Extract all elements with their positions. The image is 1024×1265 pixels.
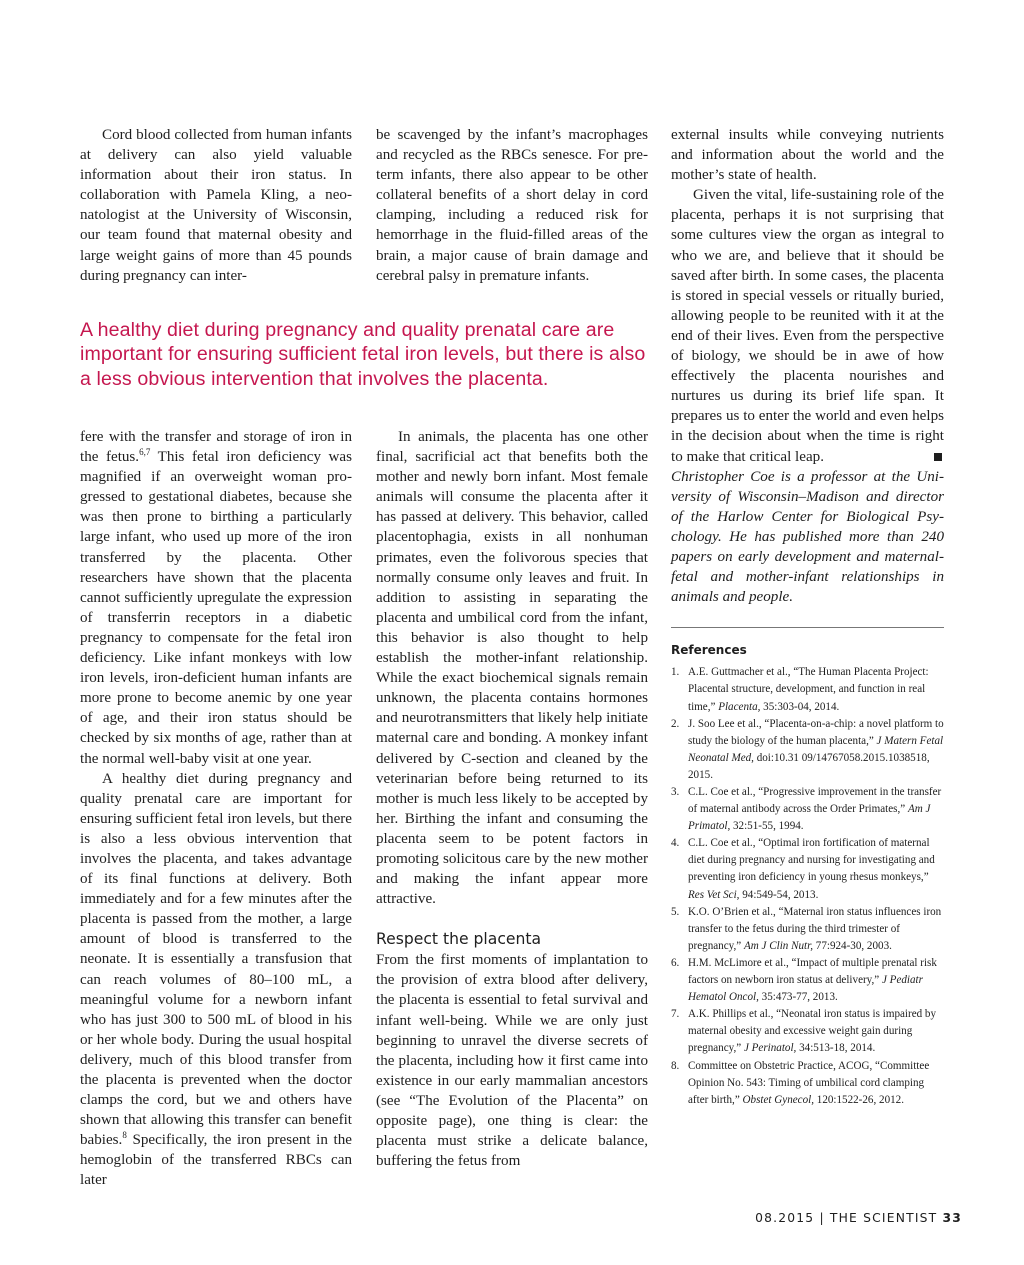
column-1-bottom	[80, 427, 352, 1191]
column-3	[671, 125, 944, 1109]
reference-citation: 34:513-18, 2014.	[796, 1042, 876, 1055]
paragraph	[80, 769, 352, 1191]
reference-citation: 94:549-54, 2013.	[739, 888, 819, 901]
reference-citation: 77:924-30, 2003.	[813, 939, 892, 952]
reference-number: 3.	[671, 786, 680, 798]
reference-journal: Placenta,	[718, 700, 761, 713]
footer-issue: 08.2015 | THE SCIENTIST	[755, 1211, 943, 1225]
reference-citation: 32:51-55, 1994.	[730, 820, 804, 833]
page-footer	[755, 1211, 962, 1225]
reference-number: 8.	[671, 1059, 680, 1072]
reference-citation: 120:1522-26, 2012.	[814, 1093, 904, 1106]
references-heading: References	[671, 643, 747, 658]
reference-text: Committee on Obstetric Practice, ACOG, “Committee Opinion No. 543: Timing of umbilical cord clamping after birth,”	[688, 1059, 930, 1106]
reference-number: 6.	[671, 956, 680, 969]
reference-text: H.M. McLimore et al., “Impact of multiple prenatal risk factors on newborn iron status at delivery,”	[688, 956, 937, 987]
reference-journal: Am J Clin Nutr,	[743, 939, 813, 952]
reference-number: 5.	[671, 905, 680, 918]
reference-text: A.E. Guttmacher et al., “The Human Placenta Project: Placental structure, development, and function in real time,”	[688, 666, 929, 713]
paragraph: be scavenged by the infant’s macrophages and recycled as the RBCs senesce. For preterm infants, there also appear to be other collateral benefits of a short delay in cord clamping, including a reduced risk for hemorrhage in the fluid-filled areas of the brain, a major cause of brain damage and cerebral palsy in premature infants.	[376, 127, 648, 284]
reference-item	[671, 716, 944, 784]
reference-number: 2.	[671, 717, 680, 730]
reference-journal: Obstet Gynecol,	[742, 1093, 814, 1106]
text-run: Given the vital, life-sustaining role of the placenta, perhaps it is not surprising that some cultures view the organ as integral to who we are, and believe that it should be saved after birth. In some cases, the placenta is stored in special vessels or ritually buried, allowing people to be reunited with it at the end of their lives. Even from the perspective of biology, we should be in awe of how effectively the placenta nourishes and nurtures us during its brief life span. It prepares us to enter the world and even helps in the decision about when the time is right to make that critical leap.	[671, 187, 944, 465]
reference-number: 1.	[671, 666, 680, 679]
paragraph: external insults while conveying nutrients and information about the world and the mother’s state of health.	[671, 127, 944, 184]
reference-item	[671, 904, 944, 955]
references-list	[671, 664, 944, 1108]
column-2-bottom	[376, 427, 648, 1171]
reference-item	[671, 1006, 944, 1057]
section-heading: Respect the placenta	[376, 930, 542, 949]
paragraph	[671, 185, 944, 466]
reference-item	[671, 664, 944, 715]
author-bio: Christopher Coe is a professor at the University of Wisconsin–Madison and director of the Harlow Center for Biological Psychology. He has published more than 240 papers on early development and maternal-fetal and mother-infant relationships in animals and people.	[671, 468, 944, 606]
reference-journal: J Matern Fetal Neonatal Med,	[688, 734, 944, 764]
paragraph: From the first moments of implantation to the provision of extra blood after delivery, the placenta is essential to fetal survival and infant well-being. While we are only just beginning to unravel the diverse secrets of the placenta, including how it first came into existence in our early mammalian ancestors (see “The Evolution of the Placenta” on opposite page), one thing is clear: the placenta must strike a delicate balance, buffering the fetus from	[376, 952, 648, 1170]
column-2-top	[376, 125, 648, 286]
reference-text: A.K. Phillips et al., “Neonatal iron status is impaired by maternal obesity and excessive weight gain during pregnancy,”	[688, 1008, 937, 1055]
reference-item	[671, 835, 944, 903]
reference-text: K.O. O’Brien et al., “Maternal iron status influences iron transfer to the fetus during the third trimester of pregnancy,”	[688, 905, 942, 952]
column-1-top	[80, 125, 352, 286]
reference-journal: J Perinatol,	[743, 1042, 797, 1055]
text-run: Specifically, the iron present in the hemoglobin of the transferred RBCs can later	[80, 1132, 352, 1189]
text-run: This fetal iron deficiency was magnified if an overweight woman progressed to gestational diabetes, because she was then prone to birthing a particularly large infant, who used up more of the iron transferred by the placenta. Other researchers have shown that the placenta cannot sufficiently upregulate the expression of transferrin receptors in a diabetic pregnancy to compensate for the fetal iron deficiency. Like infant monkeys with low iron levels, iron-deficient human infants are more prone to become anemic by one year of age, and their iron status should be checked by six months of age, rather than at the normal well-baby visit at one year.	[80, 449, 352, 767]
paragraph: In animals, the placenta has one other final, sacrificial act that benefits both the mother and newly born infant. Most female animals will consume the placenta after it has passed at delivery. This behavior, called placentophagia, exists in all nonhuman primates, even the folivorous species that normally consume only leaves and fruit. In addition to assisting in separating the placenta and umbilical cord from the infant, this behavior is also thought to help establish the mother-infant relationship. While the exact biochemical signals remain unknown, the placenta contains hormones and neurotransmitters that likely help initiate maternal care and bonding. A monkey infant delivered by C-section and cleaned by the veterinarian before being returned to its mother is much less likely to be accepted by her. Birthing the infant and consuming the placenta seem to be potent factors in promoting solicitous care by the new mother and making the infant appear more attractive.	[376, 429, 648, 908]
reference-item	[671, 1058, 944, 1109]
reference-citation: doi:10.31 09/14767058.2015.1038518, 2015.	[688, 751, 930, 781]
reference-journal: J Pediatr Hematol Oncol,	[688, 974, 923, 1004]
reference-number: 7.	[671, 1008, 680, 1021]
reference-citation: 35:303-04, 2014.	[760, 700, 840, 713]
reference-text: J. Soo Lee et al., “Placenta-on-a-chip: a novel platform to study the biology of the human placenta,”	[688, 717, 944, 747]
text-run: A healthy diet during pregnancy and quality prenatal care are important for ensuring sufficient fetal iron levels, but there is also a less obvious intervention that involves the placenta, and takes advantage of its final functions at delivery. Both immediately and for a few minutes after the placenta is passed from the mother, a large amount of blood is transferred to the neonate. It is essentially a transfusion that can reach volumes of 80–100 mL, a meaningful volume for a newborn infant who has just 300 to 500 mL of blood in his or her whole body. During the usual hospital delivery, much of this blood transfer from the placenta is prevented when the doctor clamps the cord, but we and others have shown that allowing this transfer can benefit babies.	[80, 770, 352, 1149]
reference-journal: Res Vet Sci,	[688, 888, 740, 901]
paragraph: Cord blood collected from human infants at delivery can also yield valuable information about their iron status. In collaboration with Pamela Kling, a neonatologist at the University of Wisconsin, our team found that maternal obesity and large weight gains of more than 45 pounds during pregnancy can inter-	[80, 127, 352, 284]
end-of-article-mark	[934, 453, 942, 461]
pull-quote: A healthy diet during pregnancy and quality prenatal care are important for ensuring sufficient fetal iron levels, but there is also a less obvious intervention that involves the placenta.	[80, 319, 646, 390]
citation: 8	[122, 1130, 127, 1141]
reference-number: 4.	[671, 837, 680, 850]
text-run: fere with the transfer and storage of iron in the fetus.	[80, 429, 352, 466]
reference-text: C.L. Coe et al., “Optimal iron fortification of maternal diet during pregnancy and nursing for investigating and preventing iron deficiency in young rhesus monkeys,”	[688, 837, 935, 884]
reference-citation: 35:473-77, 2013.	[758, 991, 838, 1004]
reference-text: C.L. Coe et al., “Progressive improvement in the transfer of maternal antibody across the Order Primates,”	[688, 786, 942, 816]
citation: 6,7	[139, 447, 151, 458]
paragraph	[80, 427, 352, 769]
divider	[671, 627, 944, 628]
reference-item	[671, 955, 944, 1006]
reference-item	[671, 784, 944, 835]
page-number: 33	[942, 1211, 962, 1225]
reference-journal: Am J Primatol,	[688, 803, 931, 833]
